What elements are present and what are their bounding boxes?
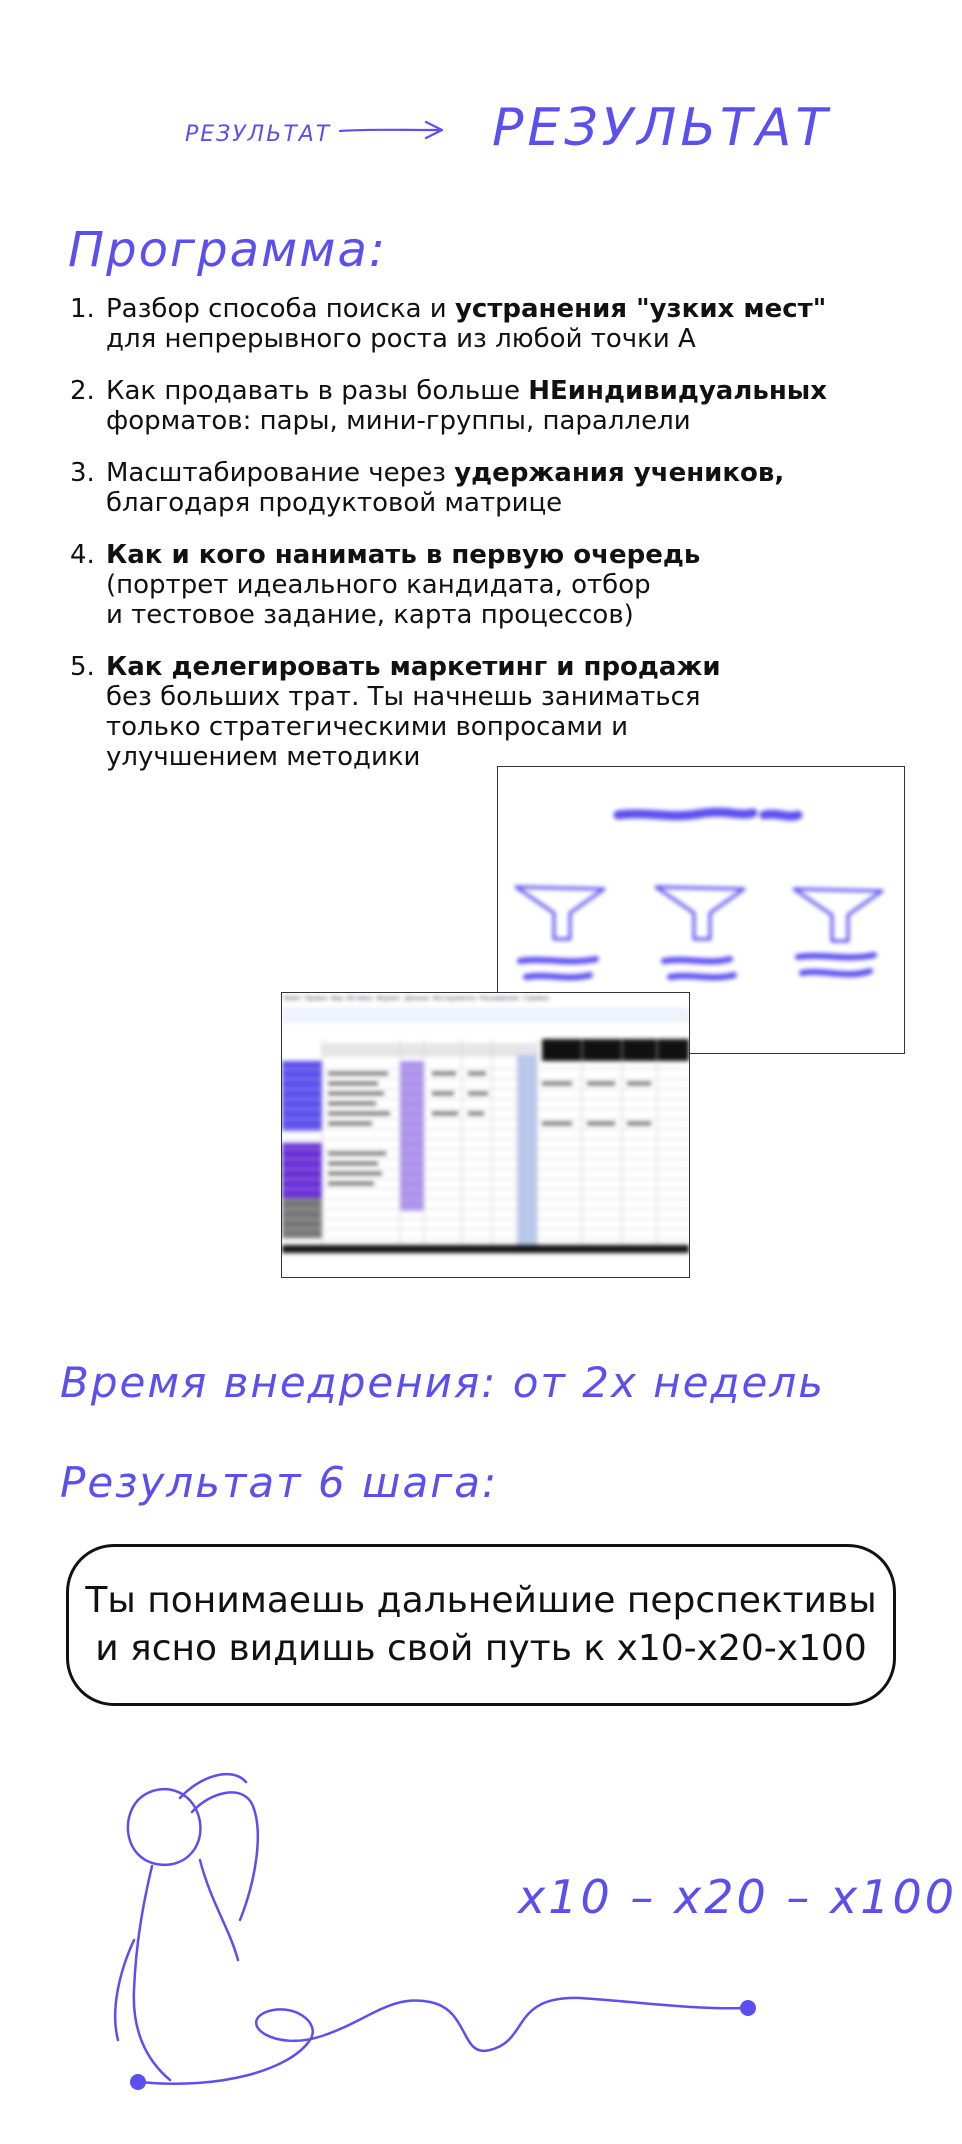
result-line-2: и ясно видишь свой путь к x10-x20-x100 (95, 1628, 867, 1669)
result-line-1: Ты понимаешь дальнейшие перспективы (85, 1580, 877, 1621)
program-item-3: 3. Масштабирование через удержания учеников, благодаря продуктовой матрице (70, 458, 785, 518)
spreadsheet-menu: Файл Правка Вид Вставка Формат Данные Инструменты Расширения Справка (284, 995, 549, 1002)
person-looking-ahead-icon (60, 1740, 780, 2110)
spreadsheet-screenshot (281, 992, 690, 1278)
spreadsheet-grid (282, 993, 689, 1277)
result-box (66, 1544, 896, 1706)
program-title: Программа: (68, 222, 388, 278)
header-big-result: РЕЗУЛЬТАТ (492, 98, 832, 158)
step-result-title: Результат 6 шага: (60, 1458, 499, 1507)
arrow-right-icon (338, 118, 446, 142)
program-item-5: 5. Как делегировать маркетинг и продажи без больших трат. Ты начнешь заниматься только стратегическими вопросами и улучшением методики (70, 652, 721, 772)
program-list (70, 294, 910, 794)
growth-label: x10 – x20 – x100 (518, 1870, 958, 1924)
implementation-time: Время внедрения: от 2х недель (60, 1358, 825, 1407)
program-item-4: 4. Как и кого нанимать в первую очередь (портрет идеального кандидата, отбор и тестовое задание, карта процессов) (70, 540, 701, 630)
program-item-1: 1. Разбор способа поиска и устранения "узких мест" для непрерывного роста из любой точки А (70, 294, 827, 354)
header-small-result: РЕЗУЛЬТАТ (185, 122, 332, 147)
program-item-2: 2. Как продавать в разы больше НЕиндивидуальных форматов: пары, мини-группы, параллели (70, 376, 828, 436)
